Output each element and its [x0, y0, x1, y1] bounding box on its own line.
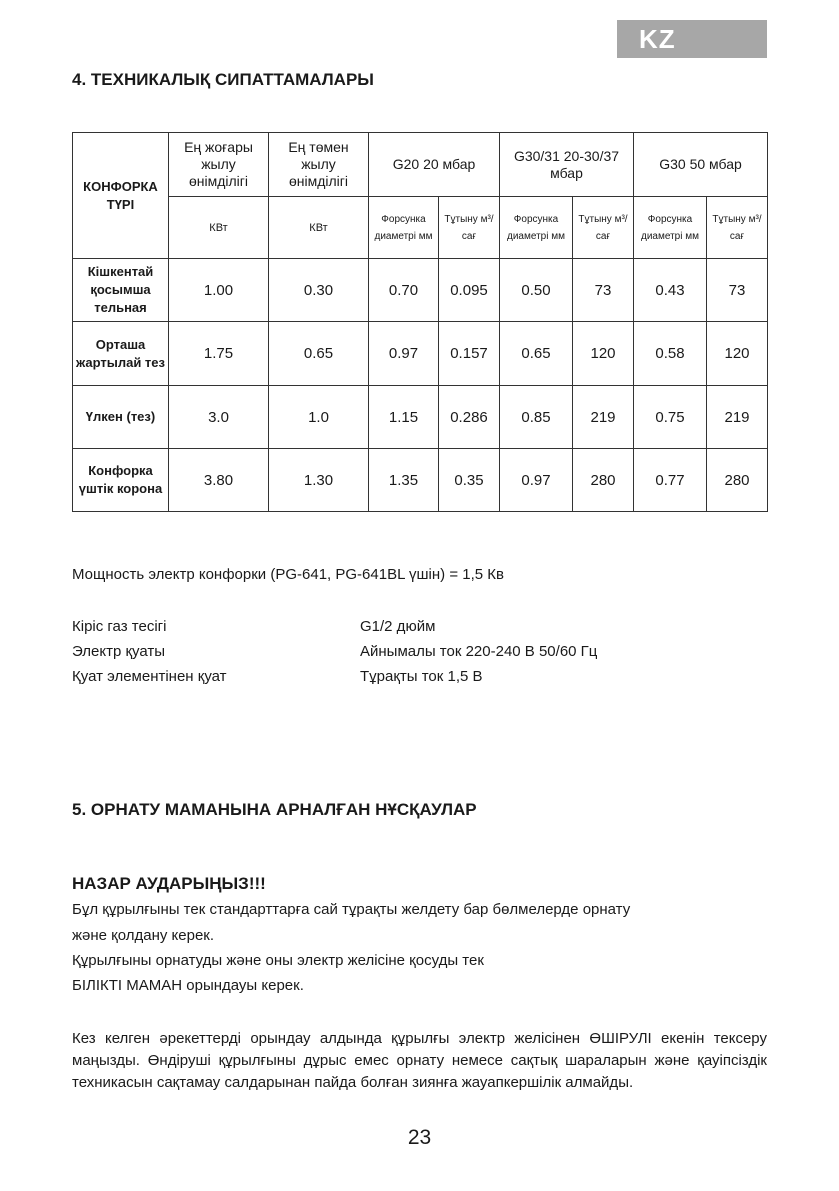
warning-line: Бұл құрылғыны тек стандарттарға сай тұрақты желдету бар бөлмелерде орнату: [72, 901, 631, 918]
g30-31-nozzle-header: Форсунка диаметрі мм: [500, 197, 573, 259]
table-row: [73, 322, 768, 386]
cell-g20-consumption: 0.157: [439, 322, 500, 386]
spec-label-electric-supply: Электр қуаты: [72, 643, 166, 660]
table-row: [73, 449, 768, 512]
cell-g30-50-consumption: 219: [707, 386, 768, 449]
cell-g20-nozzle: 0.70: [369, 259, 439, 322]
g30-31-header: G30/31 20-30/37 мбар: [500, 133, 634, 197]
warning-line: БІЛІКТІ МАМАН орындауы керек.: [72, 977, 304, 994]
warning-line: Құрылғыны орнатуды және оны электр желісіне қосуды тек: [72, 952, 484, 969]
spec-label-battery-power: Қуат элементінен қуат: [72, 668, 227, 685]
spec-value-gas-inlet: G1/2 дюйм: [360, 618, 436, 635]
cell-g30-31-nozzle: 0.65: [500, 322, 573, 386]
electric-burner-power: Мощность электр конфорки (PG-641, PG-641BL үшін) = 1,5 Кв: [72, 566, 504, 583]
g20-consumption-header: Тұтыну м³/сағ: [439, 197, 500, 259]
row-label: Орташа жартылай тез: [73, 322, 169, 386]
cell-g20-nozzle: 1.15: [369, 386, 439, 449]
cell-g30-31-consumption: 73: [573, 259, 634, 322]
spec-value-electric-supply: Айнымалы ток 220-240 В 50/60 Гц: [360, 643, 598, 660]
warning-line: және қолдану керек.: [72, 927, 215, 944]
g30-31-consumption-header: Тұтыну м³/сағ: [573, 197, 634, 259]
table-row: [73, 386, 768, 449]
max-power-header: Ең жоғары жылу өнімділігі: [169, 133, 269, 197]
cell-g30-31-consumption: 280: [573, 449, 634, 512]
burner-spec-table: [72, 132, 768, 512]
spec-value-battery-power: Тұрақты ток 1,5 В: [360, 668, 483, 685]
page-number: 23: [407, 1126, 432, 1149]
cell-max-power: 1.00: [169, 259, 269, 322]
section-5-title: 5. ОРНАТУ МАМАНЫНА АРНАЛҒАН НҰСҚАУЛАР: [72, 800, 477, 819]
language-badge: KZ: [617, 20, 767, 58]
row-label: Үлкен (тез): [73, 386, 169, 449]
g30-50-nozzle-header: Форсунка диаметрі мм: [634, 197, 707, 259]
row-label: Конфорка үштік корона: [73, 449, 169, 512]
table-corner-header: КОНФОРКА ТҮРІ: [73, 133, 169, 259]
cell-g20-consumption: 0.35: [439, 449, 500, 512]
cell-max-power: 3.80: [169, 449, 269, 512]
cell-g30-31-consumption: 120: [573, 322, 634, 386]
min-power-header: Ең төмен жылу өнімділігі: [269, 133, 369, 197]
cell-g20-consumption: 0.286: [439, 386, 500, 449]
g30-50-header: G30 50 мбар: [634, 133, 768, 197]
cell-g20-consumption: 0.095: [439, 259, 500, 322]
cell-g30-50-nozzle: 0.77: [634, 449, 707, 512]
cell-g30-31-nozzle: 0.85: [500, 386, 573, 449]
cell-max-power: 3.0: [169, 386, 269, 449]
cell-g30-50-nozzle: 0.75: [634, 386, 707, 449]
cell-g30-50-consumption: 120: [707, 322, 768, 386]
warning-title: НАЗАР АУДАРЫҢЫЗ!!!: [72, 874, 266, 893]
cell-g30-50-consumption: 73: [707, 259, 768, 322]
g30-50-consumption-header: Тұтыну м³/сағ: [707, 197, 768, 259]
g20-nozzle-header: Форсунка диаметрі мм: [369, 197, 439, 259]
cell-g30-50-nozzle: 0.43: [634, 259, 707, 322]
cell-g30-50-nozzle: 0.58: [634, 322, 707, 386]
cell-g20-nozzle: 1.35: [369, 449, 439, 512]
spec-label-gas-inlet: Кіріс газ тесігі: [72, 618, 167, 635]
max-power-unit: КВт: [169, 197, 269, 259]
cell-min-power: 0.65: [269, 322, 369, 386]
table-row: [73, 259, 768, 322]
cell-g30-31-nozzle: 0.97: [500, 449, 573, 512]
section-4-title: 4. ТЕХНИКАЛЫҚ СИПАТТАМАЛАРЫ: [72, 70, 374, 89]
cell-min-power: 1.0: [269, 386, 369, 449]
cell-g30-31-consumption: 219: [573, 386, 634, 449]
cell-g20-nozzle: 0.97: [369, 322, 439, 386]
row-label: Кішкентай қосымша тельная: [73, 259, 169, 322]
min-power-unit: КВт: [269, 197, 369, 259]
cell-min-power: 1.30: [269, 449, 369, 512]
cell-g30-31-nozzle: 0.50: [500, 259, 573, 322]
g20-header: G20 20 мбар: [369, 133, 500, 197]
disclaimer-paragraph: Кез келген әрекеттерді орындау алдында құрылғы электр желісінен ӨШІРУЛІ екенін тексеру маңызды. Өндіруші құрылғыны дұрыс емес орнату немесе сақтық шараларын және қауіпсіздік техникасын сақтамау салдарынан пайда болған зиянға жауапкершілік алмайды.: [72, 1030, 767, 1091]
cell-min-power: 0.30: [269, 259, 369, 322]
cell-max-power: 1.75: [169, 322, 269, 386]
cell-g30-50-consumption: 280: [707, 449, 768, 512]
